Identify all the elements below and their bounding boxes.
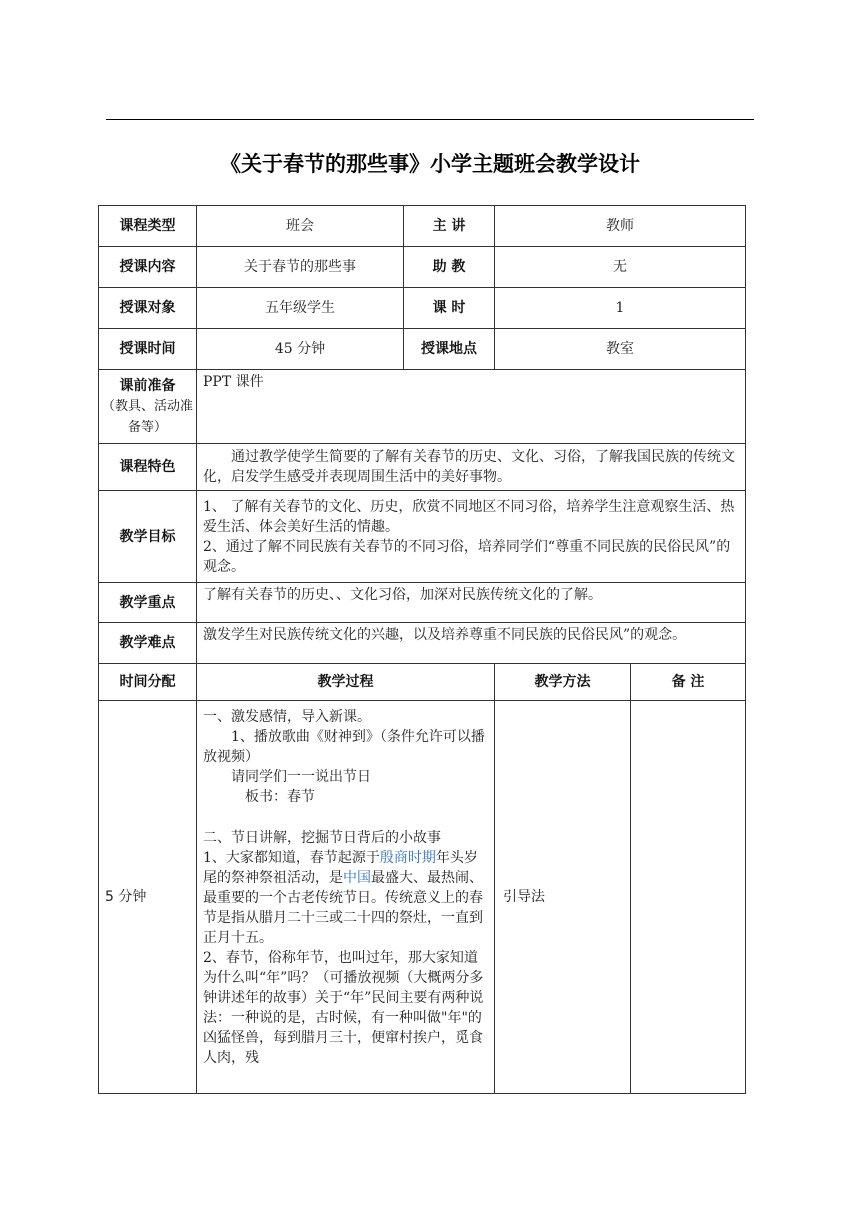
- value-periods: 1: [495, 288, 746, 329]
- label-audience: 授课对象: [99, 288, 197, 329]
- process-header-row: [99, 664, 746, 701]
- section2-para2: 2、春节，俗称年节，也叫过年，那大家知道为什么叫“年”吗？（可播放视频（大概两分多钟讲述年的故事）关于“年”民间主要有两种说法：一种说的是，古时候，有一种叫做"年"的凶猛怪兽，每到腊月三十，便窜村挨户，觅食人肉，残: [203, 950, 484, 1066]
- features-row: [99, 444, 746, 491]
- value-goals: [197, 491, 746, 583]
- section1-line2: 请同学们一一说出节日: [231, 769, 371, 785]
- lesson-plan-table: [98, 205, 746, 1094]
- process-content: [197, 701, 495, 1094]
- process-notes: [631, 701, 746, 1094]
- value-course-type: 班会: [197, 206, 404, 247]
- section2-title: 二、节日讲解，挖掘节日背后的小故事: [203, 830, 441, 846]
- value-location: 教室: [495, 329, 746, 370]
- label-lecturer: 主 讲: [404, 206, 495, 247]
- label-difficulties: 教学难点: [99, 623, 197, 664]
- value-lecturer: 教师: [495, 206, 746, 247]
- header-notes: 备 注: [631, 664, 746, 701]
- label-periods: 课 时: [404, 288, 495, 329]
- goal-item: 1、 了解有关春节的文化、历史，欣赏不同地区不同习俗，培养学生注意观察生活、热爱生活、体会美好生活的情趣。: [203, 498, 735, 535]
- document-title: 《关于春节的那些事》小学主题班会教学设计: [220, 152, 640, 176]
- value-features: 通过教学使学生简要的了解有关春节的历史、文化、习俗，了解我国民族的传统文化，启发学生感受并表现周围生活中的美好事物。: [197, 444, 746, 491]
- value-audience: 五年级学生: [197, 288, 404, 329]
- process-row: [99, 701, 746, 1094]
- key-points-row: [99, 583, 746, 623]
- link-china[interactable]: 中国: [343, 870, 371, 886]
- label-prep-sub: （教具、活动准备等）: [101, 398, 193, 435]
- label-assistant: 助 教: [404, 247, 495, 288]
- section2-para1: [203, 848, 488, 948]
- section1-line3: 板书：春节: [245, 789, 315, 805]
- label-course-type: 课程类型: [99, 206, 197, 247]
- header-method: 教学方法: [495, 664, 631, 701]
- value-content: 关于春节的那些事: [197, 247, 404, 288]
- label-goals: 教学目标: [99, 491, 197, 583]
- goal-item: 2、通过了解不同民族有关春节的不同习俗，培养同学们“尊重不同民族的民俗民风”的观念。: [203, 538, 731, 575]
- value-difficulties: 激发学生对民族传统文化的兴趣，以及培养尊重不同民族的民俗民风”的观念。: [197, 623, 746, 664]
- link-yinshang[interactable]: 殷商时期: [379, 850, 436, 866]
- label-location: 授课地点: [404, 329, 495, 370]
- para1-text: 年头岁尾的祭神祭祖活动，是: [203, 850, 478, 886]
- value-key-points: 了解有关春节的历史、、文化习俗，加深对民族传统文化的了解。: [197, 583, 746, 623]
- header-process: 教学过程: [197, 664, 495, 701]
- label-key-points: 教学重点: [99, 583, 197, 623]
- label-prep-main: 课前准备: [119, 377, 176, 394]
- para1-text: 最盛大、最热闹、最重要的一个古老传统节日。传统意义上的春节是指从腊月二十三或二十四的祭灶，一直到正月十五。: [203, 870, 483, 946]
- info-row: [99, 247, 746, 288]
- header-time: 时间分配: [99, 664, 197, 701]
- goals-row: [99, 491, 746, 583]
- value-assistant: 无: [495, 247, 746, 288]
- header-rule: [106, 119, 754, 120]
- section1-title: 一、激发感情，导入新课。: [203, 709, 371, 725]
- para1-text: 1、大家都知道，春节起源于: [203, 850, 380, 866]
- label-duration: 授课时间: [99, 329, 197, 370]
- label-features: 课程特色: [99, 444, 197, 491]
- process-time: 5 分钟: [99, 701, 197, 1094]
- process-method: 引导法: [495, 701, 631, 1094]
- prep-row: [99, 370, 746, 444]
- info-row: [99, 288, 746, 329]
- label-prep: [99, 370, 197, 444]
- section1-line1: 1、播放歌曲《财神到》（条件允许可以播放视频）: [203, 729, 485, 765]
- value-duration: 45 分钟: [197, 329, 404, 370]
- spacer: [203, 807, 488, 828]
- info-row: [99, 329, 746, 370]
- value-prep: PPT 课件: [197, 370, 746, 444]
- label-content: 授课内容: [99, 247, 197, 288]
- info-row: [99, 206, 746, 247]
- difficulties-row: [99, 623, 746, 664]
